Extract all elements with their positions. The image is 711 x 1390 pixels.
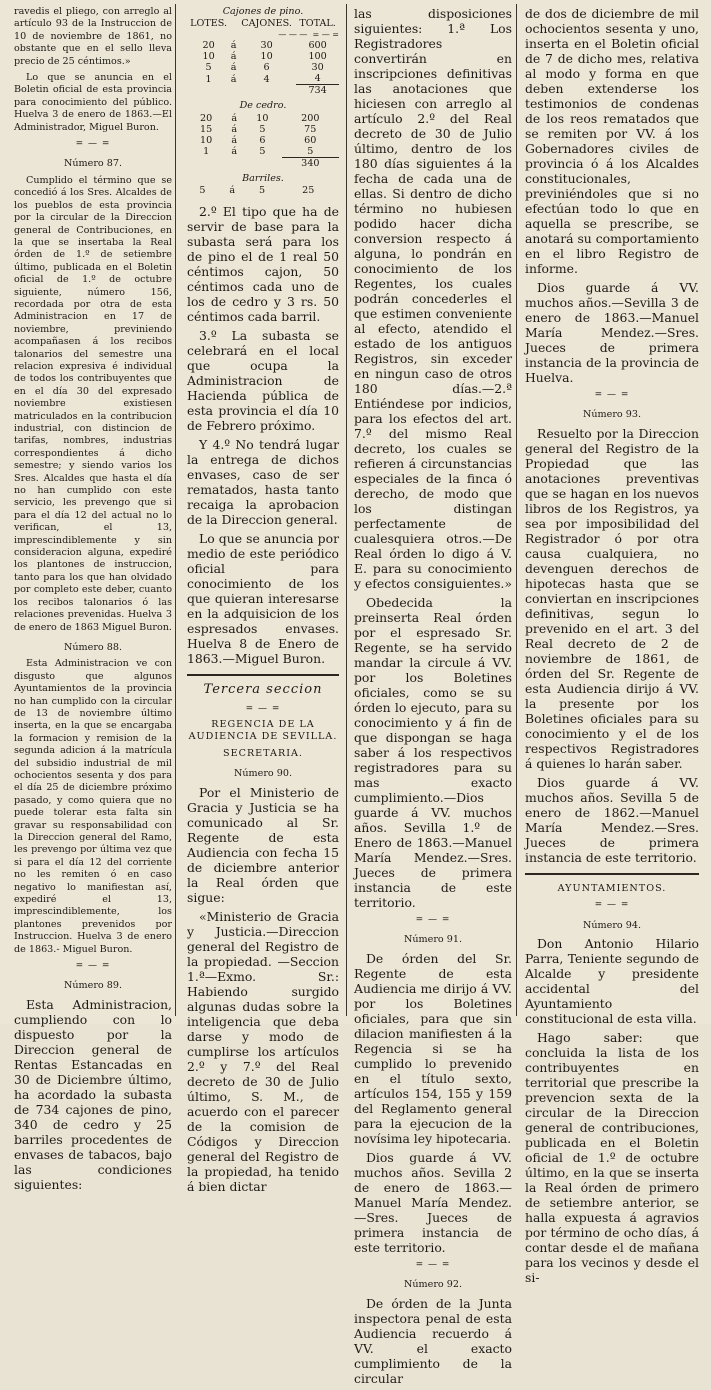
- paragraph: Lo que se anuncia en el Boletin oficial de esta provincia para conocimiento del público. Huelva 3 de enero de 1863.—El Administrador, Miguel Buron.: [14, 72, 172, 133]
- column-4: [525, 6, 699, 1289]
- table-row: 1 á 4 4: [205, 73, 321, 85]
- lots-table: LOTES. CAJONES. TOTAL. — — — = — = 20 á 30 600 10 á 10 100 5 á 6 30 1 á 4 4 734: [187, 18, 339, 96]
- separator: = — =: [594, 390, 630, 400]
- paragraph: las disposiciones siguientes: 1.ª Los Registradores convertirán en inscripciones definitivas las anotaciones que hiciesen con arreglo al artículo 2.º del Real decreto de 30 de Julio último, dentro de los 180 días siguientes á la fecha de cada una de ellas. Si dentro de dicho término no hubiesen podido hacer dicha conversion respecto á alguna, lo pondrán en conocimiento de los Regentes, los cuales podrán concederles el que estimen conveniente al efecto, atendido el estado de los antiguos Registros, sin exceder en ningun caso de otros 180 días.—2.ª Entiéndese por indicios, para los efectos del art. 7.º del mismo Real decreto, los cuales se refieren á circunstancias especiales de la finca ó derecho, de modo que los distingan perfectamente de cualesquiera otros.—De Real órden lo digo á V. E. para su conocimiento y efectos consiguientes.»: [354, 6, 512, 591]
- table-total-row: 734: [187, 85, 339, 97]
- section-rule: [187, 674, 339, 676]
- table-total-row: 340: [187, 157, 339, 169]
- paragraph: Obedecida la preinserta Real órden por el espresado Sr. Regente, se ha servido mandar la circule á VV. por los Boletines oficiales, como se su órden lo ejecuto, para su conocimiento y á fin de que dispongan se haga saber á los respectivos registradores para su mas exacto cumplimiento.—Dios guarde á VV. muchos años. Sevilla 1.º de Enero de 1863.—Manuel María Mendez.—Sres. Jueces de primera instancia de este territorio.: [354, 595, 512, 910]
- section-rule: [525, 873, 699, 875]
- paragraph: De órden del Sr. Regente de esta Audiencia me dirijo á VV. por los Boletines oficiales, para que sin dilacion manifiesten á la Regencia si se ha cumplido lo prevenido en el título sexto, artículos 154, 155 y 159 del Reglamento general para la ejecucion de la novísima ley hipotecaria.: [354, 950, 512, 1146]
- paragraph: de dos de diciembre de mil ochocientos sesenta y uno, inserta en el Boletin oficial de 7 de dicho mes, relativa al modo y forma en que deben extenderse los testimonios de condenas de los reos rematados que se remiten por VV. á los Gobernadores civiles de provincia ó á los Alcaldes constitucionales, previniéndoles que si no efectúan todo lo que en aquella se prescribe, se anotará su comportamiento en el libro Registro de informe.: [525, 6, 700, 276]
- table-title: Cajones de pino.: [222, 6, 304, 17]
- separator: = — =: [75, 961, 111, 972]
- notice-number: Número 93.: [582, 409, 642, 421]
- separator: = — =: [415, 915, 451, 925]
- column-divider: [516, 4, 517, 1016]
- paragraph: 3.º La subasta se celebrará en el local que ocupa la Administracion de Hacienda pública de esta provincia el día 10 de Febrero próximo.: [187, 328, 339, 434]
- separator: = — =: [415, 1259, 451, 1270]
- paragraph: Dios guarde á VV. muchos años. Sevilla 2 de enero de 1863.—Manuel María Mendez. —Sres. Jueces de primera instancia de este territorio.: [354, 1149, 512, 1255]
- secretaria-heading: SECRETARIA.: [223, 747, 303, 759]
- separator: = — =: [594, 900, 630, 911]
- paragraph: Esta Administracion ve con disgusto que algunos Ayuntamientos de la provincia no han cumplido con la circular de 13 de noviembre último inserta, en la que se encargaba la formacion y remision de la segunda adicion á la matrícula del subsidio industrial de mil ochocientos sesenta y dos para el día 25 de diciembre próximo pasado, y como quiera que no puede tolerar esta falta sin gravar su responsabilidad con la Direccion general del Ramo, les prevengo por última vez que si para el día 12 del corriente no les remiten ó en caso negativo lo manifiestan así, expediré el 13, imprescindiblemente, los plantones prevenidos por Instruccion. Huelva 3 de enero de 1863.- Miguel Buron.: [14, 658, 172, 955]
- paragraph: Dios guarde á VV. muchos años. Sevilla 5 de enero de 1862.—Manuel María Mendez.—Sres. Jueces de primera instancia de este territorio.: [525, 774, 699, 865]
- table-row: 5 á 6 30: [205, 62, 324, 74]
- notice-number: Número 91.: [403, 934, 463, 946]
- column-divider: [175, 4, 176, 1016]
- table-header: CAJONES.: [241, 18, 292, 30]
- column-3: [354, 6, 512, 1390]
- paragraph: Dios guarde á VV. muchos años.—Sevilla 3 de enero de 1863.—Manuel María Mendez.—Sres. Jueces de primera instancia de la provincia de Huelva.: [525, 280, 699, 385]
- column-divider: [346, 4, 347, 1016]
- notice-number: Número 92.: [403, 1279, 463, 1291]
- paragraph: Hago saber: que concluida la lista de los contribuyentes en territorial que prescribe la prevencion sexta de la circular de la Direccion general de contribuciones, publicada en el Boletin oficial de 1.º de octubre último, en la que se inserta la Real órden de primero de setiembre anterior, se halla expuesta á agravios por término de ocho días, á contar desde el de mañana para los vecinos y desde el si-: [525, 1030, 699, 1286]
- table-title: De cedro.: [239, 100, 287, 112]
- paragraph: Y 4.º No tendrá lugar la entrega de dichos envases, caso de ser rematados, hasta tanto recaiga la aprobacion de la Direccion general.: [187, 437, 339, 528]
- column-2: [187, 6, 339, 1198]
- paragraph: 2.º El tipo que ha de servir de base para la subasta será para los de pino el de 1 real 50 céntimos cajon, 50 céntimos cada uno de los de cedro y 3 rs. 50 céntimos cada barril.: [187, 204, 339, 325]
- paragraph: De órden de la Junta inspectora penal de esta Audiencia recuerdo á VV. el exacto cumplimiento de la circular: [354, 1295, 512, 1386]
- table-row: 10 á 10 100: [202, 51, 327, 63]
- paragraph: ravedis el pliego, con arreglo al artículo 93 de la Instruccion de 10 de noviembre de 1861, no obstante que en el sello lleva precio de 25 céntimos.»: [14, 6, 172, 67]
- separator: = — =: [245, 703, 281, 714]
- paragraph: Por el Ministerio de Gracia y Justicia se ha comunicado al Sr. Regente de esta Audiencia con fecha 15 de diciembre anterior la Real órden que sigue:: [187, 784, 339, 905]
- paragraph: Cumplido el término que se concedió á los Sres. Alcaldes de los pueblos de esta provincia por la circular de la Direccion general de Contribuciones, en la que se insertaba la Real órden de 1.º de setiembre último, publicada en el Boletin oficial de 1.º de octubre siguiente, número 156, recordada por otra de esta Administracion en 17 de noviembre, previniendo acompañasen á los recibos talonarios del semestre una relacion expresiva é individual de todos los contribuyentes que en el día 30 del expresado noviembre existiesen matriculados en la contribucion industrial, con distincion de tarifas, nombres, industrias correspondientes á dicho semestre; y siendo varios los Sres. Alcaldes que hasta el día no han cumplido con este servicio, les prevengo que si para el día 12 del actual no lo verifican, el 13, imprescindiblemente y sin consideracion alguna, expediré los plantones de instruccion, tanto para los que han olvidado por completo este deber, cuanto los recibos talonarios ó las relaciones prevenidas. Huelva 3 de enero de 1863 Miguel Buron.: [14, 174, 172, 633]
- paragraph: Don Antonio Hilario Parra, Teniente segundo de Alcalde y presidente accidental del Ayuntamiento constitucional de esta villa.: [525, 936, 699, 1027]
- table-header: TOTAL.: [299, 18, 336, 30]
- paragraph: Lo que se anuncia por medio de este periódico oficial para conocimiento de los que quieran interesarse en la adquisicion de los espresados envases. Huelva 8 de Enero de 1863.—Miguel Buron.: [187, 531, 339, 667]
- notice-number: Número 88.: [63, 641, 123, 653]
- lots-table: [187, 185, 339, 196]
- table-title: Barriles.: [242, 172, 284, 184]
- table-row: 10 á 6 60: [200, 134, 317, 146]
- paragraph: «Ministerio de Gracia y Justicia.—Direccion general del Registro de la propiedad. —Seccion 1.ª—Exmo. Sr.: Habiendo surgido algunas dudas sobre la inteligencia que deba darse y modo de cumplirse los artículos 2.º y 7.º del Real decreto de 30 de Julio último, S. M., de acuerdo con el parecer de la comision de Códigos y Direccion general del Registro de la propiedad, ha tenido á bien dictar: [187, 908, 339, 1194]
- paragraph: Esta Administracion, cumpliendo con lo dispuesto por la Direccion general de Rentas Estancadas en 30 de Diciembre último, ha acordado la subasta de 734 cajones de pino, 340 de cedro y 25 barriles procedentes de envases de tabacos, bajo las condiciones siguientes:: [14, 996, 172, 1192]
- regencia-heading: REGENCIA DE LA AUDIENCIA DE SEVILLA.: [188, 719, 338, 743]
- ayuntamientos-heading: AYUNTAMIENTOS.: [557, 882, 667, 894]
- notice-number: Número 87.: [63, 158, 123, 170]
- table-row: 1 á 5 5: [203, 145, 314, 158]
- separator: = — =: [75, 139, 111, 150]
- lots-table: [187, 113, 339, 169]
- table-row: 20 á 30 600: [202, 40, 327, 52]
- table-row: 15 á 5 75: [200, 123, 317, 135]
- table-row: 5 á 5 25: [199, 185, 315, 197]
- notice-number: Número 90.: [233, 768, 293, 780]
- paragraph: Resuelto por la Direccion general del Registro de la Propiedad que las anotaciones preventivas que se hagan en los nuevos libros de los Registros, ya sea por imposibilidad del Registrador ó por otra causa cualquiera, no devenguen derechos de hipotecas hasta que se conviertan en inscripciones definitivas, segun lo prevenido en el art. 3 del Real decreto de 2 de noviembre de 1861, de órden del Sr. Regente de esta Audiencia dirijo á VV. la presente por los Boletines oficiales para su conocimiento y el de los respectivos Registradores á quienes lo harán saber.: [525, 425, 699, 771]
- table-row: 20 á 10 200: [200, 112, 320, 124]
- column-1: [14, 6, 172, 1196]
- section-title: Tercera seccion: [203, 682, 323, 698]
- notice-number: Número 94.: [582, 919, 642, 931]
- table-header: LOTES.: [190, 18, 228, 30]
- notice-number: Número 89.: [63, 980, 123, 992]
